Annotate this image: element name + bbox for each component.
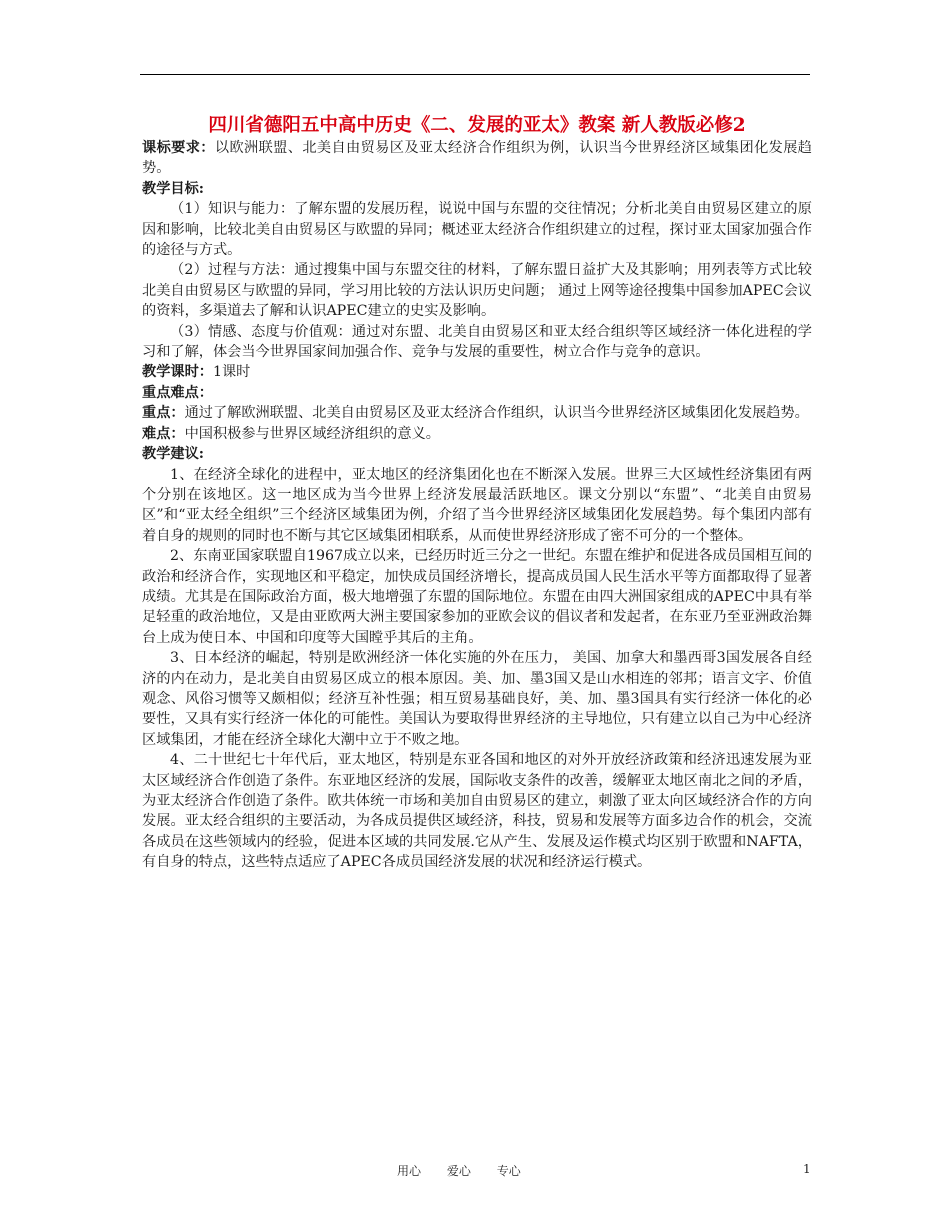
key-point-text: 通过了解欧洲联盟、北美自由贸易区及亚太经济合作组织，认识当今世界经济区域集团化发展趋势。 (184, 405, 809, 422)
objective-item: （3）情感、态度与价值观：通过对东盟、北美自由贸易区和亚太经合组织等区域经济一体化进程的学习和了解，体会当今世界国家间加强合作、竞争与发展的重要性，树立合作与竞争的意识。 (142, 323, 812, 361)
footer-motto: 用心 (397, 1164, 422, 1178)
curriculum-label: 课标要求： (142, 140, 215, 156)
suggestion-item: 2、东南亚国家联盟自1967成立以来，已经历时近三分之一世纪。东盟在维护和促进各成员国相互间的政治和经济合作，实现地区和平稳定，加快成员国经济增长，提高成员国人民生活水平等方面都取得了显著成绩。尤其是在国际政治方面，极大地增强了东盟的国际地位。东盟在由四大洲国家组成的APEC中具有举足轻重的政治地位，又是由亚欧两大洲主要国家参加的亚欧会议的倡议者和发起者，在东亚乃至亚洲政治舞台上成为使日本、中国和印度等大国瞠乎其后的主角。 (142, 548, 812, 646)
footer-motto: 专心 (496, 1164, 521, 1178)
suggestion-item: 3、日本经济的崛起，特别是欧洲经济一体化实施的外在压力， 美国、加拿大和墨西哥3国发展各自经济的内在动力，是北美自由贸易区成立的根本原因。美、加、墨3国又是山水相连的邻邦；语言文字、价值观念、风俗习惯等又颇相似；经济互补性强；相互贸易基础良好，美、加、墨3国具有实行经济一体化的必要性，又具有实行经济一体化的可能性。美国认为要取得世界经济的主导地位，只有建立以自己为中心经济区域集团，才能在经济全球化大潮中立于不败之地。 (142, 650, 812, 748)
document-title: 四川省德阳五中高中历史《二、发展的亚太》教案 新人教版必修2 (208, 115, 746, 136)
suggestions-heading: 教学建议: (142, 446, 204, 463)
objective-item: （1）知识与能力：了解东盟的发展历程，说说中国与东盟的交往情况；分析北美自由贸易区建立的原因和影响，比较北美自由贸易区与欧盟的异同；概述亚太经济合作组织建立的过程，探讨亚太国家加强合作的途径与方式。 (142, 201, 812, 259)
suggestion-item: 1、在经济全球化的进程中，亚太地区的经济集团化也在不断深入发展。世界三大区域性经济集团有两个分别在该地区。这一地区成为当今世界上经济发展最活跃地区。课文分别以“东盟”、“北美自由贸易区”和“亚太经全组织”三个经济区域集团为例，介绍了当今世界经济区域集团化发展趋势。每个集团内部有着自身的规则的同时也不断与其它区域集团相联系，从而使世界经济形成了密不可分的一个整体。 (142, 466, 812, 544)
difficult-point-text: 中国积极参与世界区域经济组织的意义。 (184, 425, 440, 442)
hours-section (142, 362, 812, 382)
document-body (142, 114, 812, 873)
curriculum-text: 以欧洲联盟、北美自由贸易区及亚太经济合作组织为例，认识当今世界经济区域集团化发展趋势。 (142, 140, 812, 177)
header-rule (140, 74, 810, 75)
key-point (142, 403, 812, 423)
footer-mottos (397, 1162, 543, 1179)
difficult-point (142, 424, 812, 444)
difficult-point-label: 难点： (142, 425, 185, 442)
curriculum-section (142, 138, 812, 179)
footer-motto: 爱心 (446, 1164, 471, 1178)
hours-text: 1课时 (212, 364, 251, 381)
suggestion-item: 4、二十世纪七十年代后，亚太地区，特别是东亚各国和地区的对外开放经济政策和经济迅速发展为亚太区域经济合作创造了条件。东亚地区经济的发展，国际收支条件的改善，缓解亚太地区南北之间的矛盾，为亚太经济合作创造了条件。欧共体统一市场和美加自由贸易区的建立，刺激了亚太向区域经济合作的方向发展。亚太经合组织的主要活动，为各成员提供区域经济，科技，贸易和发展等方面多边合作的机会，交流各成员在这些领域内的经验，促进本区域的共同发展.它从产生、发展及运作模式均区别于欧盟和NAFTA，有自身的特点，这些特点适应了APEC各成员国经济发展的状况和经济运行模式。 (142, 752, 812, 871)
hours-label: 教学课时： (142, 364, 213, 381)
objectives-heading: 教学目标: (142, 180, 204, 197)
key-points-heading: 重点难点： (142, 384, 213, 401)
objective-item: （2）过程与方法：通过搜集中国与东盟交往的材料，了解东盟日益扩大及其影响；用列表等方式比较北美自由贸易区与欧盟的异同，学习用比较的方法认识历史问题； 通过上网等途径搜集中国参加APEC会议的资料，多渠道去了解和认识APEC建立的史实及影响。 (142, 262, 812, 320)
page-number: 1 (803, 1162, 811, 1176)
key-point-label: 重点： (142, 405, 185, 422)
